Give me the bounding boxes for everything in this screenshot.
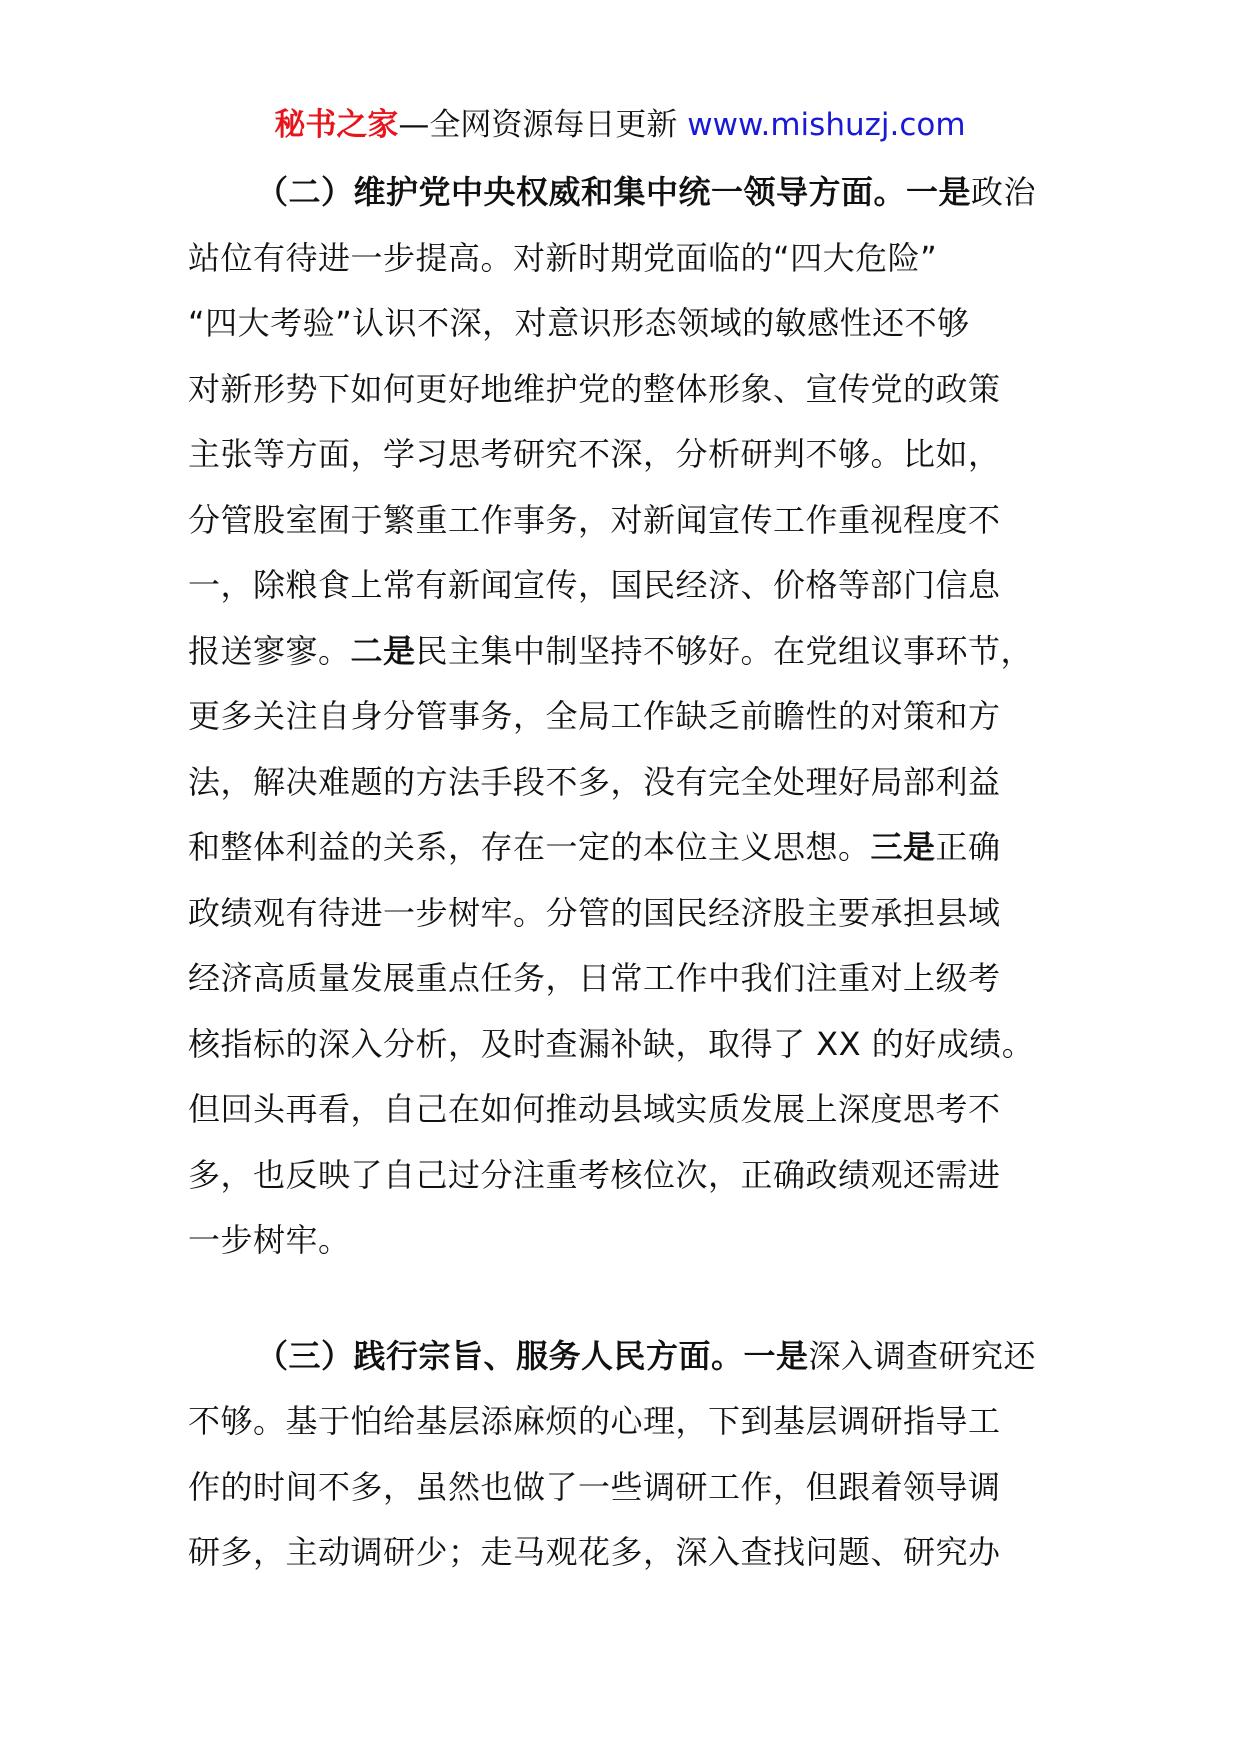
- section-heading: （三）践行宗旨、服务人民方面。一是: [256, 1336, 809, 1375]
- text-line: 政绩观有待进一步树牢。分管的国民经济股主要承担县域: [188, 893, 1001, 932]
- text-line: 一，除粮食上常有新闻宣传，国民经济、价格等部门信息: [188, 566, 1001, 604]
- paragraph-section-2: [188, 160, 1088, 1274]
- paragraph-section-3: [188, 1324, 1088, 1586]
- text-line: 和整体利益的关系，存在一定的本位主义思想。三是正确: [188, 828, 1001, 866]
- text-line: 站位有待进一步提高。对新时期党面临的“四大危险”: [188, 238, 938, 277]
- text-line: 更多关注自身分管事务，全局工作缺乏前瞻性的对策和方: [188, 697, 1001, 735]
- text-line: 对新形势下如何更好地维护党的整体形象、宣传党的政策: [188, 369, 1001, 408]
- brand-name: 秘书之家: [274, 107, 399, 143]
- text-line: 核指标的深入分析，及时查漏补缺，取得了 XX 的好成绩。: [188, 1024, 1035, 1063]
- text-line: 经济高质量发展重点任务，日常工作中我们注重对上级考: [188, 959, 1001, 997]
- text-line: 主张等方面，学习思考研究不深，分析研判不够。比如，: [188, 435, 1001, 473]
- text-line: 一步树牢。: [188, 1221, 351, 1259]
- text-line: 法，解决难题的方法手段不多，没有完全处理好局部利益: [188, 762, 1001, 801]
- point-marker: 三是: [870, 828, 936, 866]
- text-line: （二）维护党中央权威和集中统一领导方面。一是政治: [256, 173, 1037, 211]
- point-marker: 二是: [350, 631, 416, 670]
- site-url-link[interactable]: www.mishuzj.com: [687, 107, 966, 143]
- text-line: 研多，主动调研少；走马观花多，深入查找问题、研究办: [188, 1533, 1001, 1571]
- text-line: 多，也反映了自己过分注重考核位次，正确政绩观还需进: [188, 1155, 1001, 1194]
- text-line: 不够。基于怕给基层添麻烦的心理，下到基层调研指导工: [188, 1402, 1001, 1440]
- header-tagline: —全网资源每日更新: [398, 107, 688, 143]
- document-body: [188, 160, 1088, 1586]
- text-line: 分管股室囿于繁重工作事务，对新闻宣传工作重视程度不: [188, 500, 1001, 539]
- site-header: [0, 102, 1240, 148]
- text-line: “四大考验”认识不深，对意识形态领域的敏感性还不够: [188, 304, 970, 342]
- text-line: 但回头再看，自己在如何推动县域实质发展上深度思考不: [188, 1090, 1001, 1128]
- text-line: 报送寥寥。二是民主集中制坚持不够好。在党组议事环节，: [188, 631, 1034, 670]
- text-line: （三）践行宗旨、服务人民方面。一是深入调查研究还: [256, 1336, 1037, 1375]
- text-line: 作的时间不多，虽然也做了一些调研工作，但跟着领导调: [188, 1467, 1001, 1506]
- section-heading: （二）维护党中央权威和集中统一领导方面。一是: [256, 173, 972, 211]
- paragraph-gap: [188, 1274, 1088, 1324]
